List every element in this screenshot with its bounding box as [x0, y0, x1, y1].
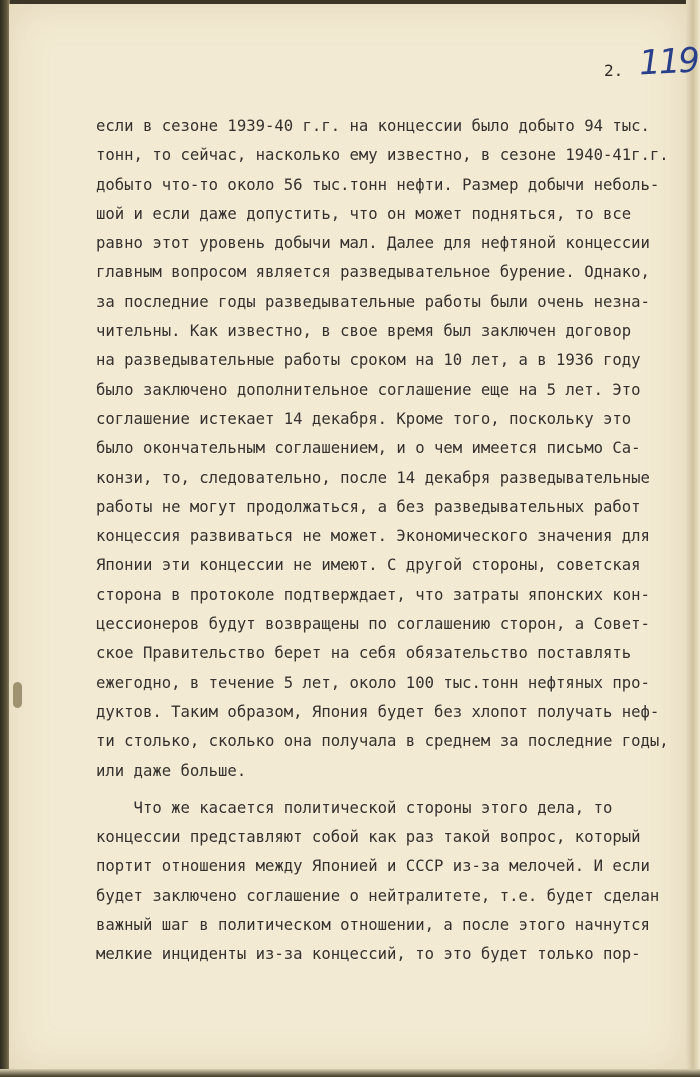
text-line: было окончательным соглашением, и о чем имеется письмо Са-	[96, 439, 641, 458]
text-line: шой и если даже допустить, что он может подняться, то все	[96, 204, 632, 223]
text-line: тонн, то сейчас, насколько ему известно, в сезоне 1940-41г.г.	[96, 146, 669, 165]
text-line: добыто что-то около 56 тыс.тонн нефти. Размер добычи неболь-	[96, 175, 660, 194]
text-line: ское Правительство берет на себя обязательство поставлять	[96, 644, 632, 663]
document-page	[9, 4, 699, 1070]
text-line: или даже больше.	[96, 761, 247, 780]
text-line: Японии эти концессии не имеют. С другой стороны, советская	[96, 556, 641, 575]
text-line: важный шаг в политическом отношении, а после этого начнутся	[96, 916, 650, 935]
text-line: если в сезоне 1939-40 г.г. на концессии было добыто 94 тыс.	[96, 117, 650, 135]
text-line: цессионеров будут возвращены по соглашению сторон, а Совет-	[96, 615, 650, 634]
page-number: 2.	[604, 61, 624, 80]
text-line: на разведывательные работы сроком на 10 лет, а в 1936 году	[96, 351, 641, 370]
paragraph-gap	[96, 786, 700, 794]
text-line: дуктов. Таким образом, Япония будет без хлопот получать неф-	[96, 702, 660, 721]
text-line: сторона в протоколе подтверждает, что затраты японских кон-	[96, 585, 650, 604]
archive-folio-number: 119	[637, 40, 699, 84]
text-line: равно этот уровень добычи мал. Далее для нефтяной концессии	[96, 234, 650, 253]
text-line: будет заключено соглашение о нейтралитете, т.е. будет сделан	[96, 886, 660, 905]
text-line: Что же касается политической стороны этого дела, то	[96, 798, 613, 817]
text-line: чительны. Как известно, в свое время был заключен договор	[96, 322, 632, 341]
text-line: ежегодно, в течение 5 лет, около 100 тыс.тонн нефтяных про-	[96, 673, 650, 692]
text-line: конзи, то, следовательно, после 14 декабря разведывательные	[96, 468, 650, 487]
text-line: концессия развиваться не может. Экономического значения для	[96, 527, 650, 546]
body-text	[96, 112, 700, 970]
text-line: было заключено дополнительное соглашение еще на 5 лет. Это	[96, 380, 641, 399]
text-line: главным вопросом является разведывательное бурение. Однако,	[96, 263, 650, 282]
text-line: соглашение истекает 14 декабря. Кроме того, поскольку это	[96, 409, 632, 428]
text-line: портит отношения между Японией и СССР из-за мелочей. И если	[96, 857, 650, 876]
binding-hole	[13, 682, 22, 708]
text-line: мелкие инциденты из-за концессий, то это будет только пор-	[96, 945, 641, 964]
text-line: за последние годы разведывательные работы были очень незна-	[96, 292, 650, 311]
text-line: концессии представляют собой как раз такой вопрос, который	[96, 828, 641, 847]
scan-edge-bottom	[0, 1069, 700, 1077]
text-line: работы не могут продолжаться, а без разведывательных работ	[96, 497, 641, 516]
text-line: ти столько, сколько она получала в среднем за последние годы,	[96, 732, 669, 751]
